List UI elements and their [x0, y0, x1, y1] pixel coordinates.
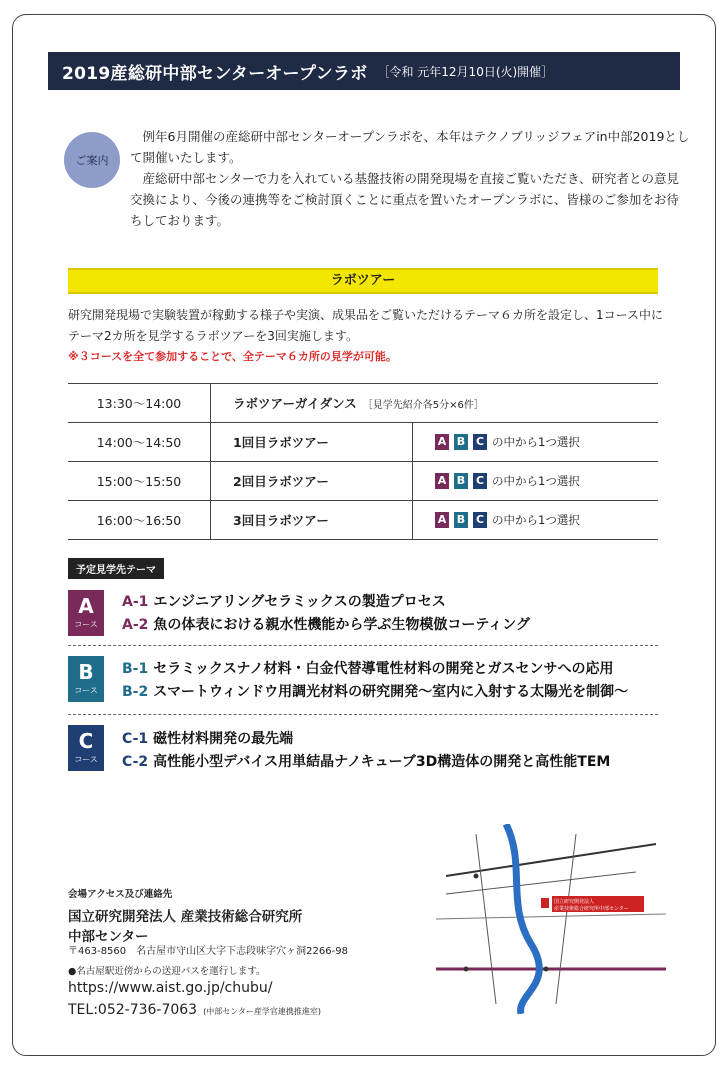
course-a-badge	[68, 590, 104, 636]
schedule-time: 14:00〜14:50	[68, 423, 211, 462]
theme-code: B-2	[122, 684, 149, 700]
themes-tag: 予定見学先テーマ	[68, 558, 164, 579]
venue-label: 産業技術総合研究所中部センター	[554, 906, 629, 912]
event-date: ［令和 元年12月10日(火)開催］	[377, 64, 554, 79]
theme-title: セラミックスナノ材料・白金代替導電性材料の開発とガスセンサへの応用	[153, 661, 614, 677]
divider	[68, 714, 658, 715]
lab-tour-heading: ラボツアー	[68, 268, 658, 294]
lab-tour-note: ※３コースを全て参加することで、全テーマ６カ所の見学が可能。	[68, 350, 397, 363]
table-row	[68, 423, 658, 462]
theme-item	[122, 614, 530, 634]
divider	[68, 645, 658, 646]
badge-a: A	[435, 473, 449, 489]
choice-text: の中から1つ選択	[492, 473, 580, 488]
choice-text: の中から1つ選択	[492, 434, 580, 449]
schedule-choice	[413, 501, 659, 540]
badge-a: A	[435, 512, 449, 528]
course-b-badge	[68, 656, 104, 702]
theme-code: B-1	[122, 661, 149, 677]
venue-label: 国立研究開発法人	[554, 899, 595, 905]
theme-title: 高性能小型デバイス用単結晶ナノキューブ3D構造体の開発と高性能TEM	[153, 754, 611, 770]
course-c-badge	[68, 725, 104, 771]
course-letter: B	[78, 660, 94, 684]
schedule-name: 2回目ラボツアー	[211, 462, 413, 501]
table-row	[68, 462, 658, 501]
theme-item	[122, 681, 628, 701]
schedule-table	[68, 383, 658, 540]
map-point	[464, 967, 469, 972]
map-point	[544, 967, 549, 972]
bus-note: ●名古屋駅近傍からの送迎バスを運行します。	[68, 966, 266, 977]
theme-item	[122, 658, 614, 678]
intro-paragraph: 例年6月開催の産総研中部センターオープンラボを、本年はテクノブリッジフェアin中部2019として開催いたします。	[130, 129, 690, 165]
course-label: コース	[74, 620, 98, 629]
theme-code: C-1	[122, 731, 149, 747]
badge-b: B	[454, 473, 468, 489]
schedule-sub: ［見学先紹介各5分×6件］	[362, 400, 484, 411]
theme-title: エンジニアリングセラミックスの製造プロセス	[153, 594, 446, 610]
theme-code: A-2	[122, 617, 149, 633]
intro-text	[130, 126, 690, 231]
map-point	[474, 874, 479, 879]
theme-item	[122, 591, 446, 611]
telephone	[68, 1002, 321, 1018]
theme-item	[122, 751, 610, 771]
badge-c: C	[473, 434, 487, 450]
page-title: 2019産総研中部センターオープンラボ	[62, 63, 368, 84]
badge-c: C	[473, 512, 487, 528]
address: 〒463-8560 名古屋市守山区大字下志段味字穴ヶ洞2266-98	[68, 946, 348, 957]
venue-marker	[541, 898, 549, 908]
schedule-time: 15:00〜15:50	[68, 462, 211, 501]
badge-a: A	[435, 434, 449, 450]
tel-number: TEL:052-736-7063	[68, 1002, 198, 1018]
schedule-choice	[413, 423, 659, 462]
course-letter: A	[78, 594, 94, 618]
badge-b: B	[454, 512, 468, 528]
theme-code: A-1	[122, 594, 149, 610]
theme-item	[122, 728, 293, 748]
schedule-time: 13:30〜14:00	[68, 384, 211, 423]
schedule-name: 3回目ラボツアー	[211, 501, 413, 540]
schedule-time: 16:00〜16:50	[68, 501, 211, 540]
theme-title: 磁性材料開発の最先端	[153, 731, 294, 747]
org-line: 中部センター	[68, 929, 149, 945]
table-row	[68, 384, 658, 423]
course-letter: C	[78, 729, 94, 753]
theme-title: スマートウィンドウ用調光材料の研究開発〜室内に入射する太陽光を制御〜	[153, 684, 629, 700]
org-line: 国立研究開発法人 産業技術総合研究所	[68, 909, 303, 925]
course-label: コース	[74, 755, 98, 764]
website-link[interactable]: https://www.aist.go.jp/chubu/	[68, 980, 273, 996]
access-map	[436, 824, 666, 1014]
table-row	[68, 501, 658, 540]
theme-title: 魚の体表における親水性機能から学ぶ生物模倣コーティング	[153, 617, 530, 633]
theme-code: C-2	[122, 754, 149, 770]
description-text: 研究開発現場で実験装置が稼動する様子や実演、成果品をご覧いただけるテーマ６カ所を設定し、1コース中にテーマ2カ所を見学するラボツアーを3回実施します。	[68, 308, 664, 343]
course-label: コース	[74, 686, 98, 695]
schedule-name	[211, 384, 659, 423]
lab-tour-description	[68, 305, 668, 347]
badge-b: B	[454, 434, 468, 450]
header-bar	[48, 52, 680, 90]
badge-c: C	[473, 473, 487, 489]
choice-text: の中から1つ選択	[492, 512, 580, 527]
schedule-choice	[413, 462, 659, 501]
intro-badge: ご案内	[64, 132, 120, 188]
intro-paragraph: 産総研中部センターで力を入れている基盤技術の開発現場を直接ご覧いただき、研究者との意見交換により、今後の連携等をご検討頂くことに重点を置いたオープンラボに、皆様のご参加をお待ちしております。	[130, 171, 680, 228]
organization-name	[68, 907, 302, 947]
tel-note: (中部センター産学官連携推進室)	[203, 1007, 322, 1016]
access-heading: 会場アクセス及び連絡先	[68, 889, 173, 900]
schedule-name-text: ラボツアーガイダンス	[233, 396, 357, 411]
schedule-name: 1回目ラボツアー	[211, 423, 413, 462]
